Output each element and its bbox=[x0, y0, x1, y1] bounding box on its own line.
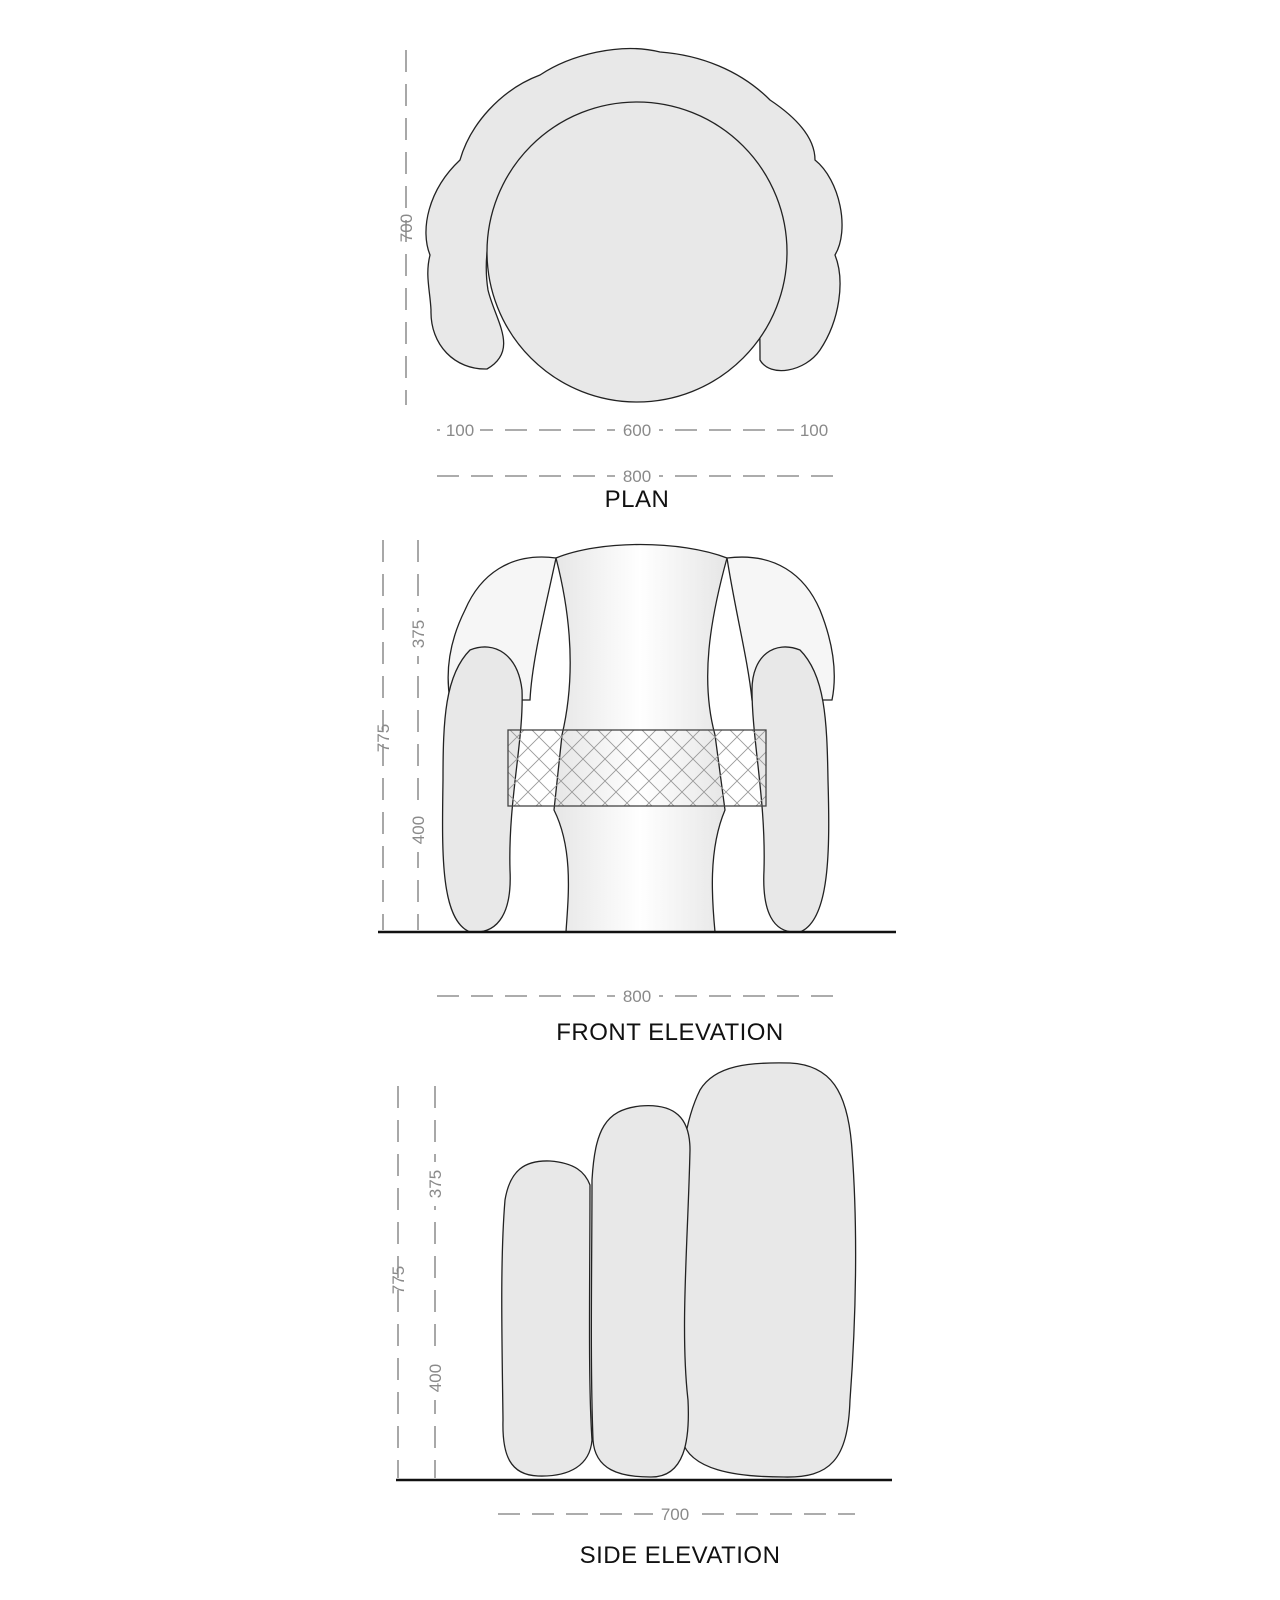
plan-title: PLAN bbox=[604, 486, 670, 513]
front-total-height-label: 775 bbox=[374, 723, 393, 753]
plan-dim-center-label: 600 bbox=[622, 421, 652, 440]
side-depth-label: 700 bbox=[660, 1505, 690, 1524]
front-lower-height-label: 400 bbox=[409, 815, 428, 845]
plan-view bbox=[397, 49, 842, 513]
side-lower-height-label: 400 bbox=[426, 1363, 445, 1393]
front-elevation-view bbox=[374, 540, 896, 1046]
plan-dim-right-label: 100 bbox=[799, 421, 829, 440]
front-upper-height-label: 375 bbox=[409, 619, 428, 649]
side-elevation-view bbox=[389, 1063, 892, 1569]
plan-height-dimension-label: 700 bbox=[397, 213, 416, 243]
side-total-height-label: 775 bbox=[389, 1265, 408, 1295]
side-cushion-middle bbox=[591, 1106, 690, 1477]
front-elevation-title: FRONT ELEVATION bbox=[556, 1019, 784, 1046]
side-cushion-back bbox=[677, 1063, 856, 1477]
plan-dim-total-label: 800 bbox=[622, 467, 652, 486]
side-upper-height-label: 375 bbox=[426, 1169, 445, 1199]
side-cushion-front bbox=[502, 1161, 592, 1476]
front-width-label: 800 bbox=[622, 987, 652, 1006]
plan-dim-left-label: 100 bbox=[445, 421, 475, 440]
side-elevation-title: SIDE ELEVATION bbox=[579, 1542, 781, 1569]
front-woven-seat-band bbox=[508, 730, 766, 806]
plan-seat-circle bbox=[487, 102, 787, 402]
